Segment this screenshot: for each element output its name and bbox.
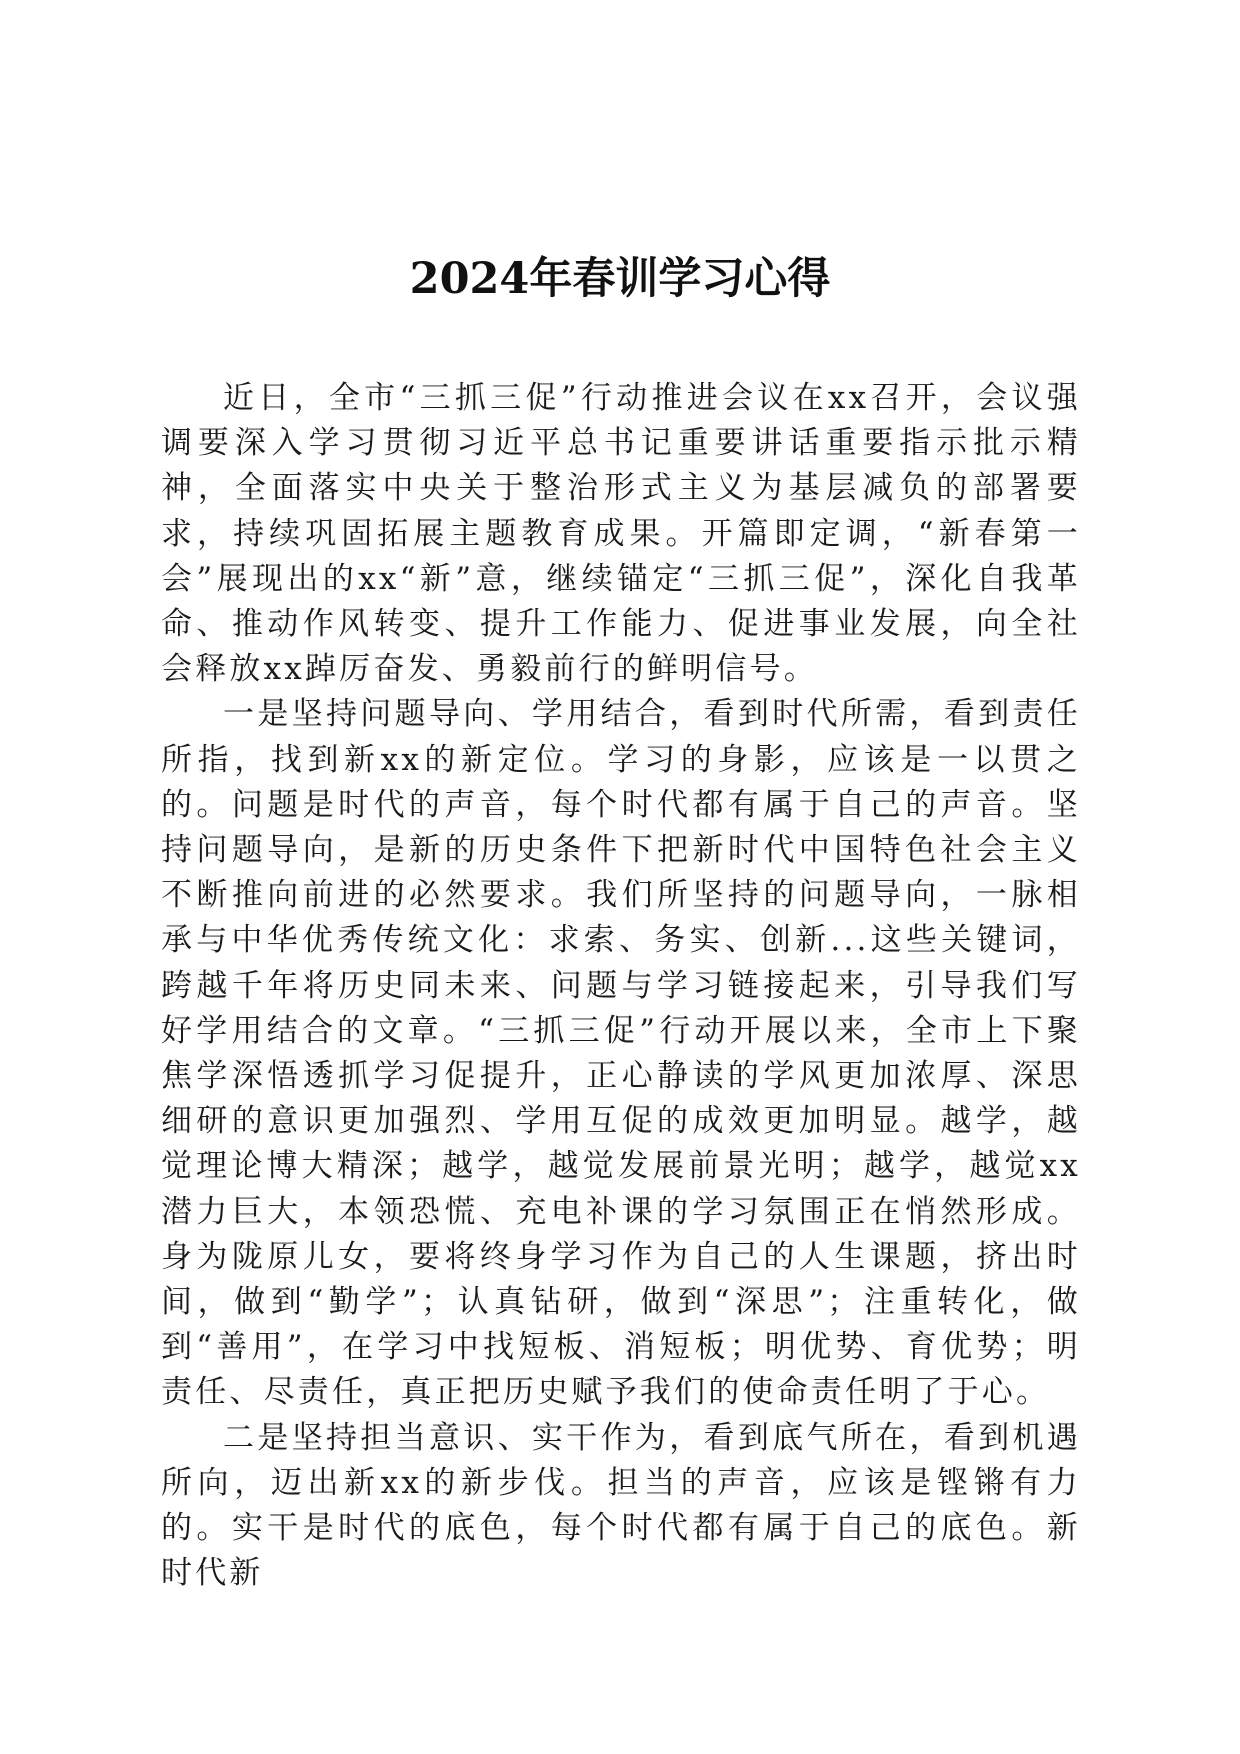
document-body	[161, 376, 1081, 1596]
document-title: 2024年春训学习心得	[409, 254, 831, 304]
paragraph-point-one: 一是坚持问题导向、学用结合，看到时代所需，看到责任所指，找到新xx的新定位。学习的身影，应该是一以贯之的。问题是时代的声音，每个时代都有属于自己的声音。坚持问题导向，是新的历史条件下把新时代中国特色社会主义不断推向前进的必然要求。我们所坚持的问题导向，一脉相承与中华优秀传统文化：求索、务实、创新...这些关键词，跨越千年将历史同未来、问题与学习链接起来，引导我们写好学用结合的文章。“三抓三促”行动开展以来，全市上下聚焦学深悟透抓学习促提升，正心静读的学风更加浓厚、深思细研的意识更加强烈、学用互促的成效更加明显。越学，越觉理论博大精深；越学，越觉发展前景光明；越学，越觉xx潜力巨大，本领恐慌、充电补课的学习氛围正在悄然形成。身为陇原儿女，要将终身学习作为自己的人生课题，挤出时间，做到“勤学”；认真钻研，做到“深思”；注重转化，做到“善用”，在学习中找短板、消短板；明优势、育优势；明责任、尽责任，真正把历史赋予我们的使命责任明了于心。	[161, 696, 1081, 1411]
paragraph-intro: 近日，全市“三抓三促”行动推进会议在xx召开，会议强调要深入学习贯彻习近平总书记重要讲话重要指示批示精神，全面落实中央关于整治形式主义为基层减负的部署要求，持续巩固拓展主题教育成果。开篇即定调，“新春第一会”展现出的xx“新”意，继续锚定“三抓三促”，深化自我革命、推动作风转变、提升工作能力、促进事业发展，向全社会释放xx踔厉奋发、勇毅前行的鲜明信号。	[161, 380, 1081, 688]
paragraph-point-two: 二是坚持担当意识、实干作为，看到底气所在，看到机遇所向，迈出新xx的新步伐。担当的声音，应该是铿锵有力的。实干是时代的底色，每个时代都有属于自己的底色。新时代新	[161, 1419, 1081, 1592]
